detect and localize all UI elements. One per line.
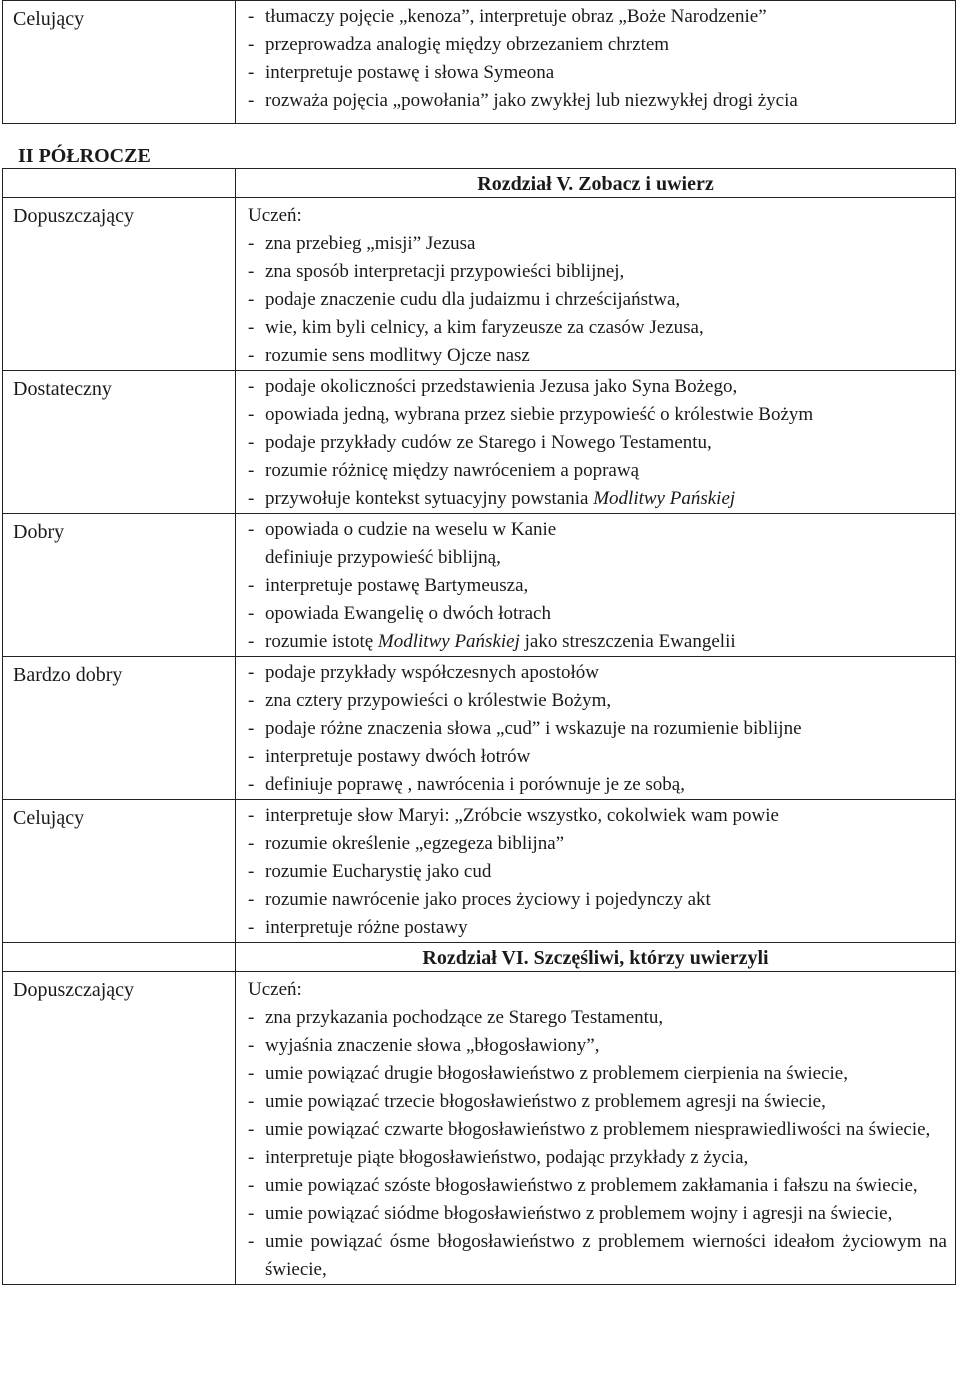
grade-label: Celujący: [3, 800, 236, 943]
grade-label: Dobry: [3, 514, 236, 657]
requirements-cell: [236, 972, 956, 1285]
chapter-header-cell: [236, 169, 956, 198]
list-item: - opowiada o cudzie na weselu w Kanie: [248, 519, 557, 540]
list-item: - podaje przykłady cudów ze Starego i Nowego Testamentu,: [248, 432, 712, 453]
list-item: - definiuje poprawę , nawrócenia i porównuje je ze sobą,: [248, 774, 685, 795]
grade-label: Celujący: [3, 1, 236, 124]
list-item: - umie powiązać trzecie błogosławieństwo z problemem agresji na świecie,: [248, 1091, 826, 1112]
list-item: - zna przykazania pochodzące ze Starego Testamentu,: [248, 1007, 664, 1028]
empty-cell: [3, 943, 236, 972]
grade-label: Dopuszczający: [3, 972, 236, 1285]
semester-title: II PÓŁROCZE: [18, 145, 151, 167]
list-item: - podaje różne znaczenia słowa „cud” i wskazuje na rozumienie biblijne: [248, 718, 802, 739]
grade-label: Bardzo dobry: [3, 657, 236, 800]
grade-row: [3, 800, 956, 943]
list-item: - zna sposób interpretacji przypowieści biblijnej,: [248, 261, 625, 282]
list-item: - umie powiązać siódme błogosławieństwo z problemem wojny i agresji na świecie,: [248, 1203, 893, 1224]
grading-table-semester-2: [2, 168, 956, 1285]
student-lead: Uczeń:: [248, 979, 302, 1000]
grade-label: Dostateczny: [3, 371, 236, 514]
list-item: - rozumie sens modlitwy Ojcze nasz: [248, 345, 530, 366]
list-item: - rozumie różnicę między nawróceniem a poprawą: [248, 460, 640, 481]
list-item: - interpretuje postawę Bartymeusza,: [248, 575, 529, 596]
grade-row: [3, 514, 956, 657]
list-item: - rozumie istotę Modlitwy Pańskiej jako streszczenia Ewangelii: [248, 631, 736, 652]
list-item: - opowiada Ewangelię o dwóch łotrach: [248, 603, 551, 624]
list-item: - podaje okoliczności przedstawienia Jezusa jako Syna Bożego,: [248, 376, 738, 397]
list-item: - umie powiązać szóste błogosławieństwo z problemem zakłamania i fałszu na świecie,: [248, 1175, 918, 1196]
list-item: - zna przebieg „misji” Jezusa: [248, 233, 476, 254]
list-item: - tłumaczy pojęcie „kenoza”, interpretuje obraz „Boże Narodzenie”: [248, 6, 767, 27]
chapter-5-title: Rozdział V. Zobacz i uwierz: [477, 173, 714, 195]
requirements-cell: [236, 371, 956, 514]
list-item: - rozumie Eucharystię jako cud: [248, 861, 492, 882]
student-lead: Uczeń:: [248, 205, 302, 226]
list-item: - interpretuje postawy dwóch łotrów: [248, 746, 531, 767]
list-item: definiuje przypowieść biblijną,: [265, 547, 501, 568]
list-item: - interpretuje różne postawy: [248, 917, 468, 938]
requirements-cell: [236, 657, 956, 800]
requirements-cell: [236, 198, 956, 371]
chapter-6-title: Rozdział VI. Szczęśliwi, którzy uwierzyli: [422, 947, 769, 969]
list-item: - wie, kim byli celnicy, a kim faryzeusze za czasów Jezusa,: [248, 317, 704, 338]
list-item: - rozważa pojęcia „powołania” jako zwykłej lub niezwykłej drogi życia: [248, 90, 798, 111]
grade-row: [3, 1, 956, 124]
grade-row: [3, 198, 956, 371]
grade-row: [3, 972, 956, 1285]
list-item: - wyjaśnia znaczenie słowa „błogosławiony”,: [248, 1035, 600, 1056]
grade-row: [3, 371, 956, 514]
list-item: - przeprowadza analogię między obrzezaniem chrztem: [248, 34, 670, 55]
list-item: - umie powiązać drugie błogosławieństwo z problemem cierpienia na świecie,: [248, 1063, 848, 1084]
list-item: - opowiada jedną, wybrana przez siebie przypowieść o królestwie Bożym: [248, 404, 814, 425]
list-item: - rozumie określenie „egzegeza biblijna”: [248, 833, 565, 854]
list-item: - rozumie nawrócenie jako proces życiowy i pojedynczy akt: [248, 889, 711, 910]
list-item: - interpretuje postawę i słowa Symeona: [248, 62, 555, 83]
list-item: - umie powiązać ósme błogosławieństwo z problemem wierności ideałom życiowym na świecie,: [248, 1231, 947, 1280]
list-item: - interpretuje piąte błogosławieństwo, podając przykłady z życia,: [248, 1147, 749, 1168]
grading-table-top: [2, 0, 956, 124]
list-item: - podaje znaczenie cudu dla judaizmu i chrześcijaństwa,: [248, 289, 681, 310]
requirements-cell: [236, 800, 956, 943]
list-item: - przywołuje kontekst sytuacyjny powstania Modlitwy Pańskiej: [248, 488, 736, 509]
chapter-header-row: [3, 943, 956, 972]
grade-row: [3, 657, 956, 800]
list-item: - podaje przykłady współczesnych apostołów: [248, 662, 599, 683]
chapter-header-cell: [236, 943, 956, 972]
list-item: - umie powiązać czwarte błogosławieństwo z problemem niesprawiedliwości na świecie,: [248, 1119, 931, 1140]
requirements-cell: [236, 514, 956, 657]
chapter-header-row: [3, 169, 956, 198]
list-item: - interpretuje słow Maryi: „Zróbcie wszystko, cokolwiek wam powie: [248, 805, 779, 826]
requirements-cell: [236, 1, 956, 124]
empty-cell: [3, 169, 236, 198]
grade-label: Dopuszczający: [3, 198, 236, 371]
list-item: - zna cztery przypowieści o królestwie Bożym,: [248, 690, 612, 711]
